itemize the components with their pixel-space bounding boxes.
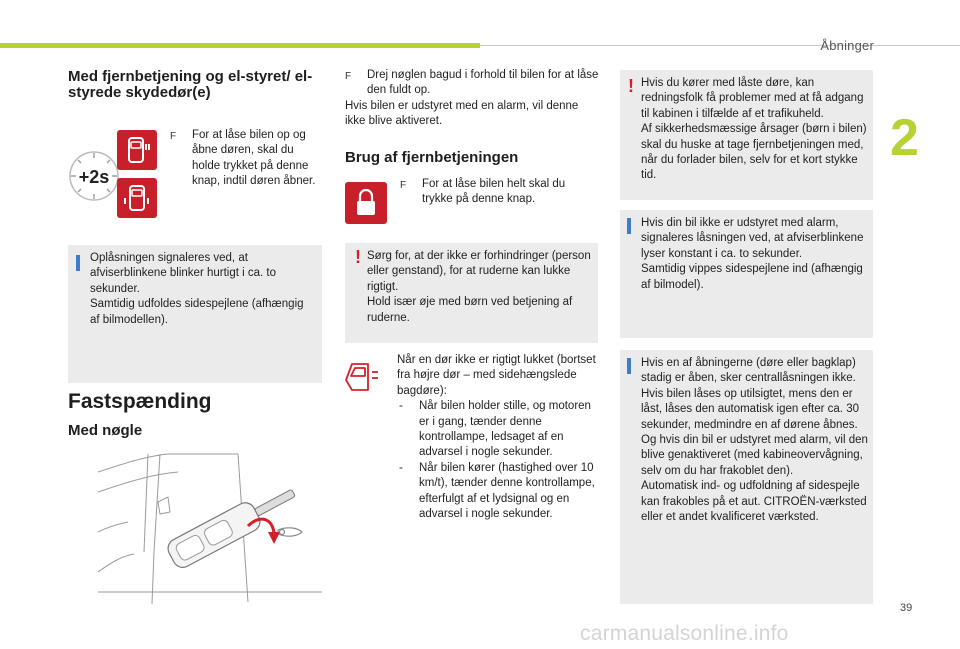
section-title: Åbninger	[820, 38, 874, 53]
locked-doors-warning-box	[620, 70, 873, 200]
remote-sliding-door-heading: Med fjernbetjening og el-styret/ el-styrede skydedør(e)	[68, 68, 313, 101]
door-list-item: - Når bilen kører (hastighed over 10 km/t), tænder denne kontrollampe, efterfulgt af et lydsignal og en advarsel i nogle sekunder.	[399, 461, 595, 521]
info-bar-icon	[627, 358, 631, 374]
unlock-info-box	[68, 245, 322, 383]
header-rule	[480, 45, 960, 46]
bullet-icon: F	[170, 131, 177, 142]
unlock-door-button	[117, 130, 157, 170]
turn-key-bullet	[345, 68, 600, 99]
car-door-open-icon	[117, 130, 157, 170]
alarm-note: Hvis bilen er udstyret med en alarm, vil denne ikke blive aktiveret.	[345, 100, 579, 128]
sliding-door-button	[117, 178, 157, 218]
no-alarm-info-box	[620, 210, 873, 338]
car-door-key-illustration	[98, 452, 322, 604]
watermark: carmanualsonline.info	[580, 622, 789, 645]
locked-doors-warning-text: Hvis du kører med låste døre, kan redningsfolk få problemer med at få adgang til kabinen i tilfælde af et trafikuheld. Af sikkerhedsmæssige årsager (børn i bilen) skal du huske at tage fjernbetjeningen med, når du forlader bilen, selv for et kort stykke tid.	[641, 77, 867, 182]
info-bar-icon	[76, 255, 80, 271]
padlock-icon	[345, 182, 387, 224]
window-warning-text: Sørg for, at der ikke er forhindringer (person eller genstand), for at ruderne kan lukke rigtigt. Hold især øje med børn ved betjening af ruderne.	[367, 250, 591, 324]
fastspaending-heading: Fastspænding	[68, 390, 212, 413]
unlock-info-text: Oplåsningen signaleres ved, at afviserblinkene blinker hurtigt i ca. to sekunder. Samtidig udfoldes sidespejlene (afhængig af bilmodellen).	[90, 252, 304, 326]
lock-bullet	[400, 177, 590, 208]
bullet-icon: F	[345, 71, 352, 82]
chapter-number: 2	[890, 109, 919, 167]
central-locking-info-text: Hvis en af åbningerne (døre eller bagklap) stadig er åben, sker centrallåsningen ikke. Hvis bilen låses op utilsigtet, mens den er låst, låses den automatisk igen efter ca. 30 sekunder, medmindre en af dørene åbnes. Og hvis din bil er udstyret med alarm, vil den blive genaktiveret (med kabineovervågning, selv om du har frakoblet den). Automatisk ind- og udfoldning af sidespejle kan frakobles på et aut. CITROËN-værksted eller et andet kvalificeret værksted.	[641, 357, 868, 524]
unlock-bullet	[170, 128, 320, 190]
central-locking-info-box	[620, 350, 873, 604]
key-heading: Med nøgle	[68, 422, 143, 439]
timer-dial-icon	[68, 150, 120, 202]
turn-key-bullet-text: Drej nøglen bagud i forhold til bilen for at låse den fuldt op.	[367, 69, 599, 97]
no-alarm-info-text: Hvis din bil ikke er udstyret med alarm, signaleres låsningen ved, at afviserblinkene lyser konstant i ca. to sekunder. Samtidig vippes sidespejlene ind (afhængig af bilmodel).	[641, 217, 864, 291]
header-accent-bar	[0, 43, 480, 48]
page-number: 39	[900, 602, 913, 614]
remote-use-heading: Brug af fjernbetjeningen	[345, 149, 519, 166]
warning-icon: !	[355, 247, 361, 267]
unlock-bullet-text: For at låse bilen op og åbne døren, skal du holde trykket på denne knap, indtil døren åbner.	[192, 129, 316, 188]
lock-bullet-text: For at låse bilen helt skal du trykke på denne knap.	[422, 178, 566, 206]
lock-button	[345, 182, 387, 224]
car-door-icon	[117, 178, 157, 218]
door-open-warning-lamp-icon	[342, 358, 380, 396]
door-not-closed-section: Når en dør ikke er rigtigt lukket (bortset fra højre dør – med sidehængslede bagdøre): - Når bilen holder stille, og motoren er i gang, tænder denne kontrollampe, ledsaget af en advarsel i nogle sekunder. - Når bilen kører (hastighed over 10 km/t), tænder denne kontrollampe, efterfulgt af et lydsignal og en advarsel i nogle sekunder.	[397, 353, 602, 522]
window-warning-box	[345, 243, 598, 343]
door-list-item: - Når bilen holder stille, og motoren er i gang, tænder denne kontrollampe, ledsaget af en advarsel i nogle sekunder.	[399, 400, 591, 459]
info-bar-icon	[627, 218, 631, 234]
bullet-icon: F	[400, 180, 407, 191]
warning-icon: !	[628, 76, 634, 96]
timer-label: +2s	[78, 167, 110, 187]
